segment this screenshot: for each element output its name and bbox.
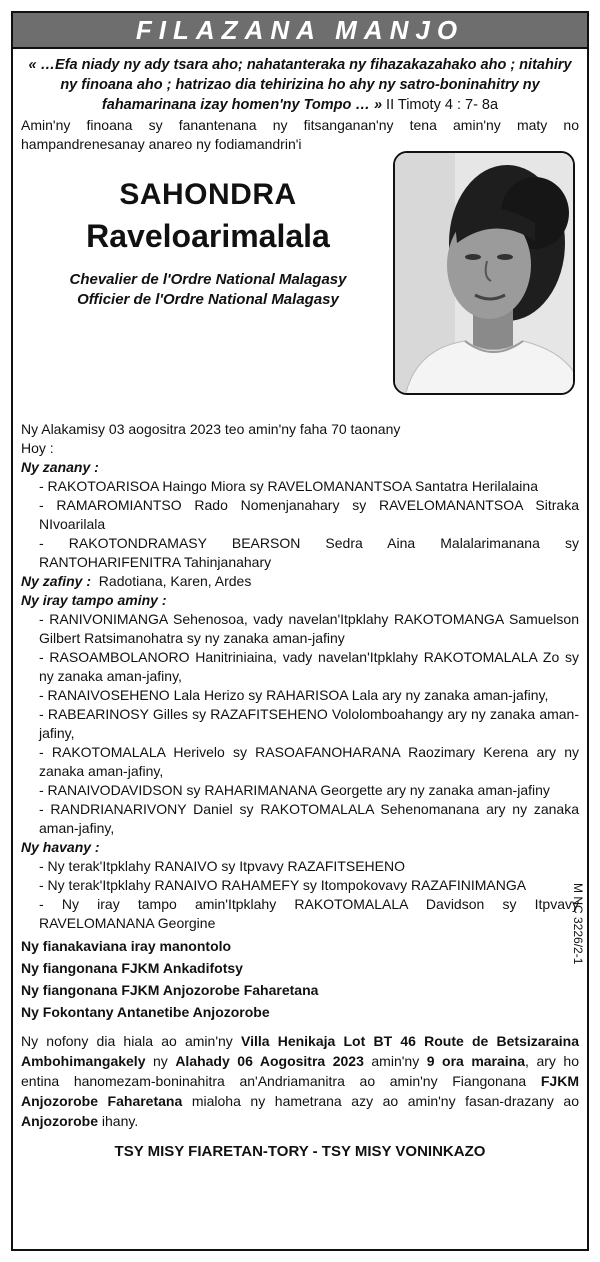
burial-time: 9 ora maraina [426,1053,526,1069]
obituary-frame [11,11,589,1251]
burial-church: FJKM Anjozorobe Faharetana [21,1073,579,1109]
section-iray-tampo-heading: Ny iray tampo aminy : [21,592,167,608]
section-zafiny [21,572,579,591]
portrait-image [395,153,575,395]
date-line: Ny Alakamisy 03 aogositra 2023 teo amin'ny faha 70 taonany [21,421,401,437]
section-zafiny-heading: Ny zafiny : [21,573,92,589]
section-havany-heading: Ny havany : [21,839,100,855]
honor-title-1: Chevalier de l'Ordre National Malagasy [69,271,347,288]
group-line: Ny fiangonana FJKM Anjozorobe Faharetana [21,982,319,998]
portrait-photo [393,151,575,395]
header-banner [13,13,587,49]
burial-text: mialoha ny hametrana azy ao amin'ny fasan-drazany ao [182,1093,579,1109]
list-item: - Ny terak'Itpklahy RANAIVO sy Itpvavy RAZAFITSEHENO [39,858,405,874]
list-item: - RAKOTOARISOA Haingo Miora sy RAVELOMANANTSOA Santatra Herilalaina [39,478,538,494]
honor-title-2: Officier de l'Ordre National Malagasy [77,291,339,308]
group-line: Ny fiangonana FJKM Ankadifotsy [21,960,243,976]
verse-reference: II Timoty 4 : 7- 8a [386,97,499,113]
banner-title: FILAZANA MANJO [135,14,465,45]
list-item: - RAMAROMIANTSO Rado Nomenjanahary sy RAVELOMANANTSOA Sitraka NIvoarilala [39,497,579,532]
list-item: - RANAIVOSEHENO Lala Herizo sy RAHARISOA Lala ary ny zanaka aman-jafiny, [39,687,549,703]
burial-text: ny [145,1053,176,1069]
reference-code: M NC 3226/2-1 [571,883,585,965]
burial-text: amin'ny [363,1053,427,1069]
list-item: - Ny terak'Itpklahy RANAIVO RAHAMEFY sy Itompokovavy RAZAFINIMANGA [39,877,527,893]
list-item: - RANDRIANARIVONY Daniel sy RAKOTOMALALA Sehenomanana ary ny zanaka aman-jafiny, [39,801,579,836]
burial-text: Ny nofony dia hiala ao amin'ny [21,1033,241,1049]
list-item: - RANAIVODAVIDSON sy RAHARIMANANA Georgette ary ny zanaka aman-jafiny [39,782,550,798]
list-item: - RANIVONIMANGA Sehenosoa, vady navelan'Itpklahy RAKOTOMANGA Samuelson Gilbert Ratsimanohatra sy ny zanaka aman-jafiny [39,611,579,646]
section-zanany-heading: Ny zanany : [21,459,99,475]
burial-text: ihany. [98,1113,139,1129]
hoy-label: Hoy : [21,440,54,456]
groups-block [21,935,579,1023]
burial-date: Alahady 06 Aogositra 2023 [175,1053,364,1069]
group-line: Ny fianakaviana iray manontolo [21,938,232,954]
verse-text: « …Efa niady ny ady tsara aho; nahatanteraka ny fihazakazahako aho ; nitahiry ny finoana aho ; hatrizao dia tehirizina ho ahy ny satro-boninahitry ny fahamarinana izay homen'ny Tompo … » [28,57,572,113]
list-item: - RABEARINOSY Gilles sy RAZAFITSEHENO Vololomboahangy ary ny zanaka aman-jafiny, [39,706,579,741]
burial-town: Anjozorobe [21,1113,98,1129]
intro-text: Amin'ny finoana sy fanantenana ny fitsanganan'ny tena amin'ny maty no hampandrenesanay anareo ny fodiamandrin'i [21,117,579,152]
list-item: - RASOAMBOLANORO Hanitriniaina, vady navelan'Itpklahy RAKOTOMALALA Zo sy ny zanaka aman-jafiny, [39,649,579,684]
list-item: - RAKOTONDRAMASY BEARSON Sedra Aina Malalarimanana sy RANTOHARIFENITRA Tahinjanahary [39,535,579,570]
burial-location: Villa Henikaja Lot BT 46 Route de Betsizaraina Ambohimangakely [21,1033,579,1069]
deceased-first-name: SAHONDRA [119,178,297,211]
deceased-last-name: Raveloarimalala [86,218,330,254]
footer-note: TSY MISY FIARETAN-TORY - TSY MISY VONINKAZO [114,1143,486,1160]
group-line: Ny Fokontany Antanetibe Anjozorobe [21,1004,270,1020]
list-item: - RAKOTOMALALA Herivelo sy RASOAFANOHARANA Raozimary Kerena ary ny zanaka aman-jafiny, [39,744,579,779]
bible-verse [21,55,579,115]
zafiny-names: Radotiana, Karen, Ardes [98,573,252,589]
burial-text: , ary ho entina hanomezam-boninahitra an'Andriamanitra ao amin'ny Fiangonana [21,1053,579,1089]
list-item: - Ny iray tampo amin'Itpklahy RAKOTOMALALA Davidson sy Itpvavy RAVELOMANANA Georgine [39,896,579,931]
burial-paragraph [21,1031,579,1131]
